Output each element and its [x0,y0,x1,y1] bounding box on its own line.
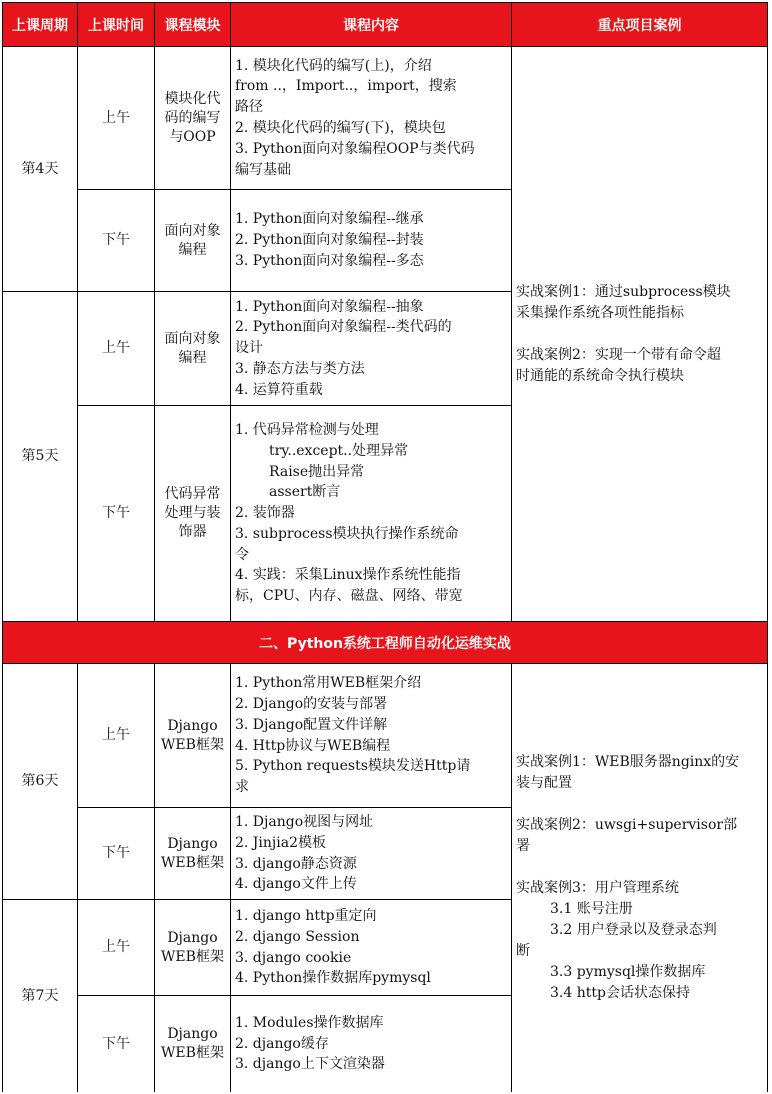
section-title: 二、Python系统工程师自动化运维实战 [259,635,511,652]
content-line: 1. 代码异常检测与处理 [235,421,379,438]
module-cell-3 [155,292,231,406]
content-line: 2. Jinjia2模板 [235,834,326,851]
content-line: 令 [235,546,249,563]
content-line: 2. Django的安装与部署 [235,695,388,712]
content-line: 标，CPU、内存、磁盘、网络、带宽 [235,588,463,605]
header-week [2,2,78,47]
day-5-am-cell [78,292,155,406]
day-5-pm-cell [78,406,155,622]
case-line: 实战案例2：实现一个带有命令超 [516,346,721,363]
module-line: WEB框架 [161,1045,224,1061]
content-line: 1. Python常用WEB框架介绍 [235,675,422,692]
case-line: 3.3 pymysql操作数据库 [550,964,706,980]
content-line: 3. Python面向对象编程--多态 [235,252,424,269]
module-cell-8 [155,996,231,1092]
content-line: 2. Python面向对象编程--封装 [235,232,424,249]
content-line: 1. 模块化代码的编写(上)，介绍 [235,57,432,74]
module-line: Django [167,929,218,946]
content-line: 3. django cookie [235,949,352,966]
case-line: 装与配置 [516,775,572,791]
content-cell-1 [231,47,512,190]
day-5-label: 第5天 [21,448,59,464]
content-cell-6 [231,808,512,900]
module-cell-4 [155,406,231,622]
content-line: 1. Django视图与网址 [235,813,374,830]
content-line: 4. Python操作数据库pymysql [235,970,431,987]
day-5-am-label: 上午 [102,340,130,356]
content-cell-7 [231,900,512,996]
module-cell-2 [155,190,231,292]
module-line: Django [167,1026,218,1042]
content-line: 2. django Session [235,928,360,945]
module-line: Django [167,717,218,734]
header-week-label: 上课周期 [12,17,68,34]
case-spacer [516,794,763,815]
day-4-am-label: 上午 [102,109,130,126]
content-line: 3. django上下文渲染器 [235,1056,385,1073]
day-7-am-cell [78,900,155,996]
case-spacer [516,324,763,345]
day-7-am-label: 上午 [102,939,130,955]
day-6-pm-cell [78,808,155,900]
case-line: 3.1 账号注册 [550,901,633,917]
header-content [231,2,512,47]
content-line: 2. 模块化代码的编写(下)，模块包 [235,120,446,136]
content-line: 1. Python面向对象编程--继承 [235,211,424,228]
content-cell-2 [231,190,512,292]
content-line: 3. Python面向对象编程OOP与类代码 [235,140,475,157]
day-6-cell [2,664,78,900]
header-time [78,2,155,47]
case-spacer [516,857,763,878]
content-line: 3. Django配置文件详解 [235,716,388,733]
content-line: 1. Python面向对象编程--抽象 [235,298,424,315]
content-cell-5 [231,664,512,808]
content-line: assert断言 [269,484,341,501]
case-line: 实战案例1：WEB服务器nginx的安 [516,754,740,770]
content-cell-8 [231,996,512,1092]
module-cell-5 [155,664,231,808]
day-5-pm-label: 下午 [102,505,130,521]
header-module [155,2,231,47]
case-line: 3.4 http会话状态保持 [550,985,690,1001]
case-line: 实战案例1：通过subprocess模块 [516,283,731,300]
day-7-label: 第7天 [21,987,59,1004]
content-cell-4 [231,406,512,622]
content-line: 1. django http重定向 [235,907,377,924]
day-7-cell [2,900,78,1092]
module-line: 码的编写 [164,109,221,126]
content-line: 2. 装饰器 [235,505,295,522]
case-line: 断 [516,943,530,959]
module-line: WEB框架 [161,948,224,965]
module-line: 模块化代 [164,90,221,107]
day-4-am-cell [78,47,155,190]
content-line: try..except..处理异常 [269,442,409,459]
header-time-label: 上课时间 [88,17,144,34]
content-line: Raise抛出异常 [269,463,365,480]
content-line: 2. Python面向对象编程--类代码的 [235,319,452,336]
cases-cell-1 [512,47,768,622]
case-line: 采集操作系统各项性能指标 [516,304,684,321]
day-6-am-label: 上午 [102,727,130,743]
content-line: 编写基础 [235,161,291,178]
day-4-pm-label: 下午 [102,232,130,248]
course-schedule-table [2,2,768,1092]
content-line: 4. 实践：采集Linux操作系统性能指 [235,567,461,584]
module-line: 处理与装 [164,505,221,521]
module-line: 代码异常 [164,486,221,502]
content-line: 4. Http协议与WEB编程 [235,737,391,754]
day-7-pm-cell [78,996,155,1092]
content-cell-3 [231,292,512,406]
case-line: 实战案例3：用户管理系统 [516,880,679,896]
module-cell-6 [155,808,231,900]
content-line: 4. 运算符重载 [235,381,323,398]
header-cases-label: 重点项目案例 [597,17,682,34]
module-line: 面向对象 [164,330,221,347]
day-4-pm-cell [78,190,155,292]
day-6-am-cell [78,664,155,808]
case-line: 署 [516,838,530,854]
module-line: 与OOP [169,128,216,145]
content-line: 5. Python requests模块发送Http请 [235,758,471,775]
module-line: WEB框架 [161,736,224,753]
module-line: Django [167,835,218,852]
section-title-row [2,622,768,664]
cases-cell-2 [512,664,768,1092]
content-line: 3. 静态方法与类方法 [235,360,365,377]
module-line: 编程 [178,349,207,366]
case-line: 3.2 用户登录以及登录态判 [550,922,717,938]
module-cell-7 [155,900,231,996]
header-module-label: 课程模块 [164,17,221,34]
module-line: WEB框架 [161,854,224,871]
case-line: 时通能的系统命令执行模块 [516,367,684,384]
day-4-label: 第4天 [21,160,59,177]
content-line: 设计 [235,340,263,357]
day-6-pm-label: 下午 [102,845,130,861]
content-line: 1. Modules操作数据库 [235,1014,384,1031]
module-line: 面向对象 [164,222,221,239]
content-line: 求 [235,779,249,796]
content-line: 2. django缓存 [235,1035,329,1052]
module-cell-1 [155,47,231,190]
content-line: 3. subprocess模块执行操作系统命 [235,525,459,542]
content-line: 4. django文件上传 [235,876,357,893]
day-6-label: 第6天 [21,773,59,789]
header-cases [512,2,768,47]
content-line: from ..，Import..，import，搜索 [235,78,457,95]
case-line: 实战案例2：uwsgi+supervisor部 [516,817,738,833]
day-5-cell [2,292,78,622]
content-line: 路径 [235,99,263,116]
content-line: 3. django静态资源 [235,855,357,872]
day-4-cell [2,47,78,292]
module-line: 编程 [178,241,207,258]
module-line: 饰器 [178,524,207,540]
header-content-label: 课程内容 [343,17,399,34]
day-7-pm-label: 下午 [102,1035,130,1052]
